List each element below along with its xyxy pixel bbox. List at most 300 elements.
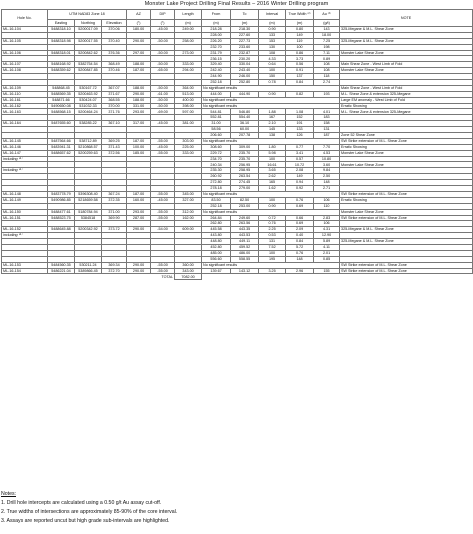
cell-easting: 5486221.04 <box>48 268 75 274</box>
cell-note: Monster Lake Shear Zone <box>340 50 473 56</box>
cell-true-width: 0.84 <box>286 239 314 245</box>
cell-dip: -55.00 <box>151 138 175 144</box>
cell-interval: 5.98 <box>259 150 286 156</box>
cell-hole-no: ML-16-108 <box>2 68 48 74</box>
cell-from: 329.40 <box>202 62 231 68</box>
cell-northing: 5200342.92 <box>75 227 102 233</box>
cell-interval: 167 <box>259 115 286 121</box>
cell-interval: 0.90 <box>259 203 286 209</box>
cell-interval: 165 <box>259 180 286 186</box>
cell-au: 12.90 <box>314 233 340 239</box>
cell-au: 110 <box>314 203 340 209</box>
cell-to: 230.20 <box>231 56 259 62</box>
cell-northing: 5389866.45 <box>75 268 102 274</box>
cell-note: Monster Lake Shear Zone <box>340 150 473 156</box>
cell-northing: 5200464.24 <box>75 109 102 115</box>
cell-hole-no: ML-16-104 <box>2 27 48 33</box>
cell-interval: 130 <box>259 44 286 50</box>
cell-elevation: 367.07 <box>102 85 127 91</box>
cell-to: 235.70 <box>231 156 259 162</box>
cell-note: Erratic Showing <box>340 144 473 150</box>
header-elevation: Elevation <box>102 20 127 27</box>
cell-from: 235.30 <box>202 168 231 174</box>
cell-hole-no: ML-16-153 <box>2 262 48 268</box>
cell-easting: 5483778.79 <box>48 191 75 197</box>
cell-from: 444.00 <box>202 91 231 97</box>
total-label: TOTAL <box>161 274 174 279</box>
cell-au: 108 <box>314 68 340 74</box>
cell-length: 364.00 <box>175 85 202 91</box>
cell-au: 2.01 <box>314 250 340 256</box>
cell-dip: -50.00 <box>151 62 175 68</box>
cell-note: 325-Megane & M.L. Shear Zone <box>340 227 473 233</box>
cell-interval: 7.52 <box>259 244 286 250</box>
cell-true-width: 5.72 <box>286 244 314 250</box>
cell-true-width: 137 <box>286 74 314 80</box>
cell-from: 234.70 <box>202 156 231 162</box>
cell-az: 100.00 <box>127 144 151 150</box>
cell-elevation: 370.40 <box>102 38 127 44</box>
header-row <box>2 10 473 20</box>
cell-from: 278.18 <box>202 186 231 192</box>
cell-interval: 2.62 <box>259 174 286 180</box>
cell-length: 258.00 <box>175 38 202 44</box>
cell-length: 273.00 <box>175 50 202 56</box>
cell-note: M.L. Shear Zone & extension 325-Megane <box>340 91 473 97</box>
cell-true-width: 0.82 <box>286 91 314 97</box>
cell-au: 18.00 <box>314 32 340 38</box>
cell-dip: -50.00 <box>151 103 175 109</box>
cell-northing: 530211.24 <box>75 262 102 268</box>
cell-au: 143 <box>314 27 340 33</box>
cell-true-width: 0.80 <box>286 27 314 33</box>
cell-to: 253.00 <box>231 203 259 209</box>
cell-elevation: 370.00 <box>102 103 127 109</box>
cell-to: 258.95 <box>231 168 259 174</box>
cell-dip: -55.00 <box>151 215 175 221</box>
cell-easting: 5484560.35 <box>48 262 75 268</box>
cell-easting: 5488568.15 <box>48 109 75 115</box>
cell-to: 243.40 <box>231 68 259 74</box>
cell-northing: 5384518 <box>75 215 102 221</box>
cell-hole-no: ML-16-152 <box>2 227 48 233</box>
cell-hole-no: ML-16-164 <box>2 121 48 127</box>
header-note: NOTE <box>340 10 473 27</box>
cell-from: 308.60 <box>202 144 231 150</box>
cell-az: 317.00 <box>127 121 151 127</box>
cell-interval: 0.78 <box>259 80 286 86</box>
cell-northing: 5200017.55 <box>75 38 102 44</box>
cell-dip: -45.00 <box>151 121 175 127</box>
unit-length: (m) <box>175 20 202 27</box>
cell-note: Main Shear Zone - West Limb of Fold <box>340 85 473 91</box>
cell-au: 10.80 <box>314 156 340 162</box>
cell-az: 290.00 <box>127 262 151 268</box>
cell-to: 274.45 <box>231 180 259 186</box>
unit-au: (g/t) <box>314 20 340 27</box>
cell-from: 83.50 <box>202 197 231 203</box>
cell-length: 398.00 <box>175 103 202 109</box>
cell-az: 287.00 <box>127 215 151 221</box>
cell-true-width: 191 <box>286 121 314 127</box>
cell-dip: -55.00 <box>151 191 175 197</box>
cell-to: 218.30 <box>231 27 259 33</box>
cell-from: No significant results <box>202 209 340 215</box>
cell-from: 31.00 <box>202 121 231 127</box>
unit-true-width: (m) <box>286 20 314 27</box>
cell-au: 7.25 <box>314 38 340 44</box>
unit-from: (m) <box>202 20 231 27</box>
cell-interval: 2.10 <box>259 121 286 127</box>
cell-note: Large EM anomaly - West Limb of Fold <box>340 97 473 103</box>
cell-elevation: 370.06 <box>102 27 127 33</box>
cell-az: 290.00 <box>127 38 151 44</box>
cell-au: 2.83 <box>314 215 340 221</box>
cell-from: 244.90 <box>202 74 231 80</box>
cell-elevation: 369.34 <box>102 262 127 268</box>
cell-hole-no: ML-16-110 <box>2 91 48 97</box>
cell-length: 360.00 <box>175 262 202 268</box>
cell-elevation: 369.90 <box>102 215 127 221</box>
cell-to: 558.55 <box>231 256 259 262</box>
cell-from: 229.72 <box>202 150 231 156</box>
cell-hole-no: ML-16-109 <box>2 85 48 91</box>
cell-true-width: 149 <box>286 174 314 180</box>
cell-to: 459.52 <box>231 244 259 250</box>
cell-easting: 5488318.98 <box>48 38 75 44</box>
cell-from: 218.28 <box>202 27 231 33</box>
cell-note: SW Strike extension of M.L. Shear Zone <box>340 215 473 221</box>
cell-dip: -45.00 <box>151 197 175 203</box>
cell-note: SW Strike extension of M.L. Shear Zone <box>340 191 473 197</box>
cell-note: SW Strike extension of M.L. Shear Zone <box>340 138 473 144</box>
cell-to: 235.70 <box>231 150 259 156</box>
total-value: 7082.00 <box>175 274 202 280</box>
cell-az: 290.00 <box>127 268 151 274</box>
note-item: 1. Drill hole intercepts are calculated using a 0.50 g/t Au assay cut-off. <box>1 500 162 506</box>
cell-interval: 133 <box>259 32 286 38</box>
header-az: AZ <box>127 10 151 20</box>
cell-northing: 5382754.54 <box>75 62 102 68</box>
cell-from: 556.60 <box>202 256 231 262</box>
cell-interval: 0.72 <box>259 215 286 221</box>
cell-hole-no: ML-16-162 <box>2 103 48 109</box>
cell-dip: -55.00 <box>151 262 175 268</box>
cell-hole-no: ML-16-146 <box>2 144 48 150</box>
cell-length: 303.00 <box>175 138 202 144</box>
cell-note: M.L. Shear Zone & extension 325-Megane <box>340 109 473 115</box>
cell-to: 252.80 <box>231 80 259 86</box>
cell-az: 185.00 <box>127 150 151 156</box>
cell-true-width: 0.66 <box>286 215 314 221</box>
cell-length: 294.00 <box>175 68 202 74</box>
cell-true-width: 0.56 <box>286 62 314 68</box>
cell-to: 233.60 <box>231 44 259 50</box>
cell-to: 246.00 <box>231 74 259 80</box>
cell-au: 9.84 <box>314 168 340 174</box>
cell-az: 293.00 <box>127 109 151 115</box>
cell-length: 333.00 <box>175 62 202 68</box>
cell-from: No significant results <box>202 262 340 268</box>
cell-easting: 548868.45 <box>48 85 75 91</box>
cell-length: 400.00 <box>175 97 202 103</box>
cell-length: 345.00 <box>175 191 202 197</box>
cell-from: No significant results <box>202 191 340 197</box>
cell-easting: 5487564.66 <box>48 138 75 144</box>
cell-true-width: 0.91 <box>286 68 314 74</box>
cell-au: 5.89 <box>314 239 340 245</box>
cell-from: 448.80 <box>202 239 231 245</box>
cell-easting: 548871.66 <box>48 97 75 103</box>
cell-from: No significant results <box>202 138 340 144</box>
cell-interval: 0.90 <box>259 91 286 97</box>
cell-au: 0.89 <box>314 56 340 62</box>
cell-au: 106 <box>314 197 340 203</box>
cell-to: 227.73 <box>231 38 259 44</box>
cell-true-width: 0.69 <box>286 203 314 209</box>
cell-northing: 530167.72 <box>75 85 102 91</box>
cell-note: Monster Lake Shear Zone <box>340 209 473 215</box>
cell-note: Main Shear Zone - West Limb of Fold <box>340 62 473 68</box>
cell-from: 231.79 <box>202 50 231 56</box>
cell-au: 4.31 <box>314 227 340 233</box>
cell-from: 260.92 <box>202 174 231 180</box>
cell-true-width: 10.72 <box>286 162 314 168</box>
cell-az: 188.00 <box>127 97 151 103</box>
cell-elevation: 368.49 <box>102 62 127 68</box>
cell-note: Erratic Showing <box>340 197 473 203</box>
cell-au: 0.85 <box>314 256 340 262</box>
header-au: Au ⁽³⁾ <box>314 10 340 20</box>
cell-elevation: 369.25 <box>102 138 127 144</box>
cell-to: 279.00 <box>231 186 259 192</box>
cell-true-width: 0.40 <box>286 233 314 239</box>
cell-hole-no: ML-16-151 <box>2 215 48 221</box>
cell-hole-no: including ⁽⁴⁾ <box>2 168 48 174</box>
note-item: 3. Assays are reported uncut but high grade sub-intervals are highlighted. <box>1 518 170 524</box>
cell-dip: -54.00 <box>151 227 175 233</box>
cell-northing: 531032.33 <box>75 103 102 109</box>
cell-northing: 5396308.40 <box>75 191 102 197</box>
cell-from: 206.60 <box>202 133 231 139</box>
cell-interval: 3.25 <box>259 268 286 274</box>
cell-length: 513.00 <box>175 91 202 97</box>
drill-results-table <box>1 9 473 280</box>
cell-interval: 1.62 <box>259 186 286 192</box>
cell-from: 262.80 <box>202 221 231 227</box>
cell-interval: 145 <box>259 127 286 133</box>
cell-true-width: 100 <box>286 44 314 50</box>
cell-true-width: 0.76 <box>286 250 314 256</box>
cell-to: 227.60 <box>231 32 259 38</box>
cell-dip: -50.00 <box>151 38 175 44</box>
header-easting: Easting <box>48 20 75 27</box>
cell-dip: -55.00 <box>151 268 175 274</box>
cell-au: 183 <box>314 115 340 121</box>
cell-true-width: 148 <box>286 256 314 262</box>
cell-true-width: 2.09 <box>286 227 314 233</box>
cell-dip: -55.00 <box>151 209 175 215</box>
total-spacer <box>202 274 473 280</box>
cell-true-width: 2.08 <box>286 168 314 174</box>
cell-true-width: 133 <box>286 127 314 133</box>
cell-au: 2.71 <box>314 186 340 192</box>
cell-elevation: 372.56 <box>102 150 127 156</box>
cell-true-width: 1.08 <box>286 109 314 115</box>
cell-northing: 538712.89 <box>75 138 102 144</box>
cell-az: 290.00 <box>127 91 151 97</box>
cell-note: Erratic Showing <box>340 103 473 109</box>
cell-az: 331.00 <box>127 103 151 109</box>
cell-easting: 5483941.31 <box>48 144 75 150</box>
cell-to: 82.50 <box>231 197 259 203</box>
cell-easting: 5488523.75 <box>48 215 75 221</box>
cell-au: 148 <box>314 180 340 186</box>
cell-interval: 1.80 <box>259 144 286 150</box>
header-dip: DIP <box>151 10 175 20</box>
header-interval: Interval <box>259 10 286 20</box>
cell-note: Zone 52 Shear Zone <box>340 133 473 139</box>
cell-hole-no: ML-16-149 <box>2 197 48 203</box>
unit-dip: (°) <box>151 20 175 27</box>
cell-from: 445.58 <box>202 227 231 233</box>
cell-northing: 5210868.57 <box>75 144 102 150</box>
cell-hole-no: ML-16-107 <box>2 62 48 68</box>
cell-from: No significant results <box>202 97 340 103</box>
cell-true-width: 119 <box>286 38 314 44</box>
cell-elevation: 370.46 <box>102 68 127 74</box>
cell-to: 36.10 <box>231 121 259 127</box>
cell-easting: 5488569.35 <box>48 91 75 97</box>
cell-from: 226.20 <box>202 38 231 44</box>
cell-au: 155 <box>314 268 340 274</box>
cell-to: 444.90 <box>231 91 259 97</box>
cell-elevation: 371.76 <box>102 109 127 115</box>
cell-length: 343.00 <box>175 268 202 274</box>
cell-interval: 100 <box>259 68 286 74</box>
header-to: To <box>231 10 259 20</box>
cell-elevation: 371.43 <box>102 144 127 150</box>
cell-elevation: 371.00 <box>102 209 127 215</box>
cell-from: 252.18 <box>202 203 231 209</box>
table-body <box>2 27 473 274</box>
cell-dip: -69.00 <box>151 109 175 115</box>
header-length: Length <box>175 10 202 20</box>
cell-note: 325-Megane & M.L. Shear Zone <box>340 239 473 245</box>
cell-au: 118 <box>314 74 340 80</box>
cell-au: 3.60 <box>314 162 340 168</box>
cell-interval: 0.64 <box>259 62 286 68</box>
cell-length: 162.00 <box>175 215 202 221</box>
cell-az: 293.00 <box>127 209 151 215</box>
cell-interval: 1.88 <box>259 109 286 115</box>
cell-true-width: 152 <box>286 115 314 121</box>
cell-from: 443.80 <box>202 233 231 239</box>
unit-interval: (m) <box>259 20 286 27</box>
header-utm: UTM NAD83 Zone 18 <box>48 10 127 20</box>
cell-from: 252.18 <box>202 80 231 86</box>
cell-easting: 5488318.01 <box>48 50 75 56</box>
header-from: From <box>202 10 231 20</box>
cell-from: 139.67 <box>202 268 231 274</box>
total-row <box>2 274 473 280</box>
cell-interval: 138 <box>259 133 286 139</box>
cell-to: 443.53 <box>231 233 259 239</box>
cell-to: 546.80 <box>231 109 259 115</box>
cell-elevation: 372.70 <box>102 268 127 274</box>
cell-to: 60.00 <box>231 127 259 133</box>
cell-northing: 5200847.85 <box>75 68 102 74</box>
cell-true-width: 3.41 <box>286 150 314 156</box>
cell-au: 7.11 <box>314 50 340 56</box>
cell-easting: 5488168.92 <box>48 62 75 68</box>
cell-to: 330.04 <box>231 62 259 68</box>
cell-interval: 2.25 <box>259 227 286 233</box>
cell-true-width: 0.57 <box>286 156 314 162</box>
cell-interval: 108 <box>259 50 286 56</box>
cell-interval: 131 <box>259 239 286 245</box>
cell-to: 443.35 <box>231 227 259 233</box>
cell-note: Monster Lake Shear Zone <box>340 68 473 74</box>
cell-to: 263.56 <box>231 221 259 227</box>
cell-length: 249.00 <box>175 27 202 33</box>
cell-note: SW Strike extension of M.L. Shear Zone <box>340 262 473 268</box>
cell-from: 452.80 <box>202 244 231 250</box>
cell-au: 158 <box>314 121 340 127</box>
cell-northing: 5200842.62 <box>75 50 102 56</box>
cell-northing: 5200463.92 <box>75 91 102 97</box>
cell-true-width: 149 <box>286 32 314 38</box>
cell-az: 180.00 <box>127 27 151 33</box>
cell-easting: 5488645.88 <box>48 227 75 233</box>
cell-au: 193 <box>314 91 340 97</box>
cell-interval: 100 <box>259 250 286 256</box>
unit-az: (°) <box>127 20 151 27</box>
cell-easting: 5488477.61 <box>48 209 75 215</box>
cell-elevation: 371.67 <box>102 91 127 97</box>
cell-length: 381.00 <box>175 121 202 127</box>
cell-au: 108 <box>314 62 340 68</box>
cell-au: 7.70 <box>314 144 340 150</box>
cell-interval: 0.90 <box>259 27 286 33</box>
cell-to: 249.60 <box>231 215 259 221</box>
cell-interval: 195 <box>259 256 286 262</box>
cell-interval: 100 <box>259 156 286 162</box>
cell-dip: -65.00 <box>151 68 175 74</box>
cell-dip: -50.00 <box>151 85 175 91</box>
header-northing: Northing <box>75 20 102 27</box>
cell-interval: 16.61 <box>259 162 286 168</box>
cell-hole-no: ML-16-145 <box>2 138 48 144</box>
cell-length: 312.00 <box>175 209 202 215</box>
cell-note: 325-Megane & M.L. Shear Zone <box>340 27 473 33</box>
cell-easting: 5490650.08 <box>48 103 75 109</box>
cell-az: 188.00 <box>127 62 151 68</box>
cell-au: 198 <box>314 44 340 50</box>
cell-from: 544.81 <box>202 109 231 115</box>
cell-hole-no: ML-16-105 <box>2 38 48 44</box>
cell-elevation: 368.55 <box>102 97 127 103</box>
cell-from: 236.15 <box>202 56 231 62</box>
cell-easting: 5487655.60 <box>48 121 75 127</box>
cell-from: No significant results <box>202 85 340 91</box>
cell-elevation: 376.36 <box>102 50 127 56</box>
cell-az: 187.00 <box>127 191 151 197</box>
cell-northing: 538285.22 <box>75 121 102 127</box>
cell-au: 2.74 <box>314 80 340 86</box>
cell-from: 240.34 <box>202 162 231 168</box>
cell-elevation: 367.24 <box>102 191 127 197</box>
